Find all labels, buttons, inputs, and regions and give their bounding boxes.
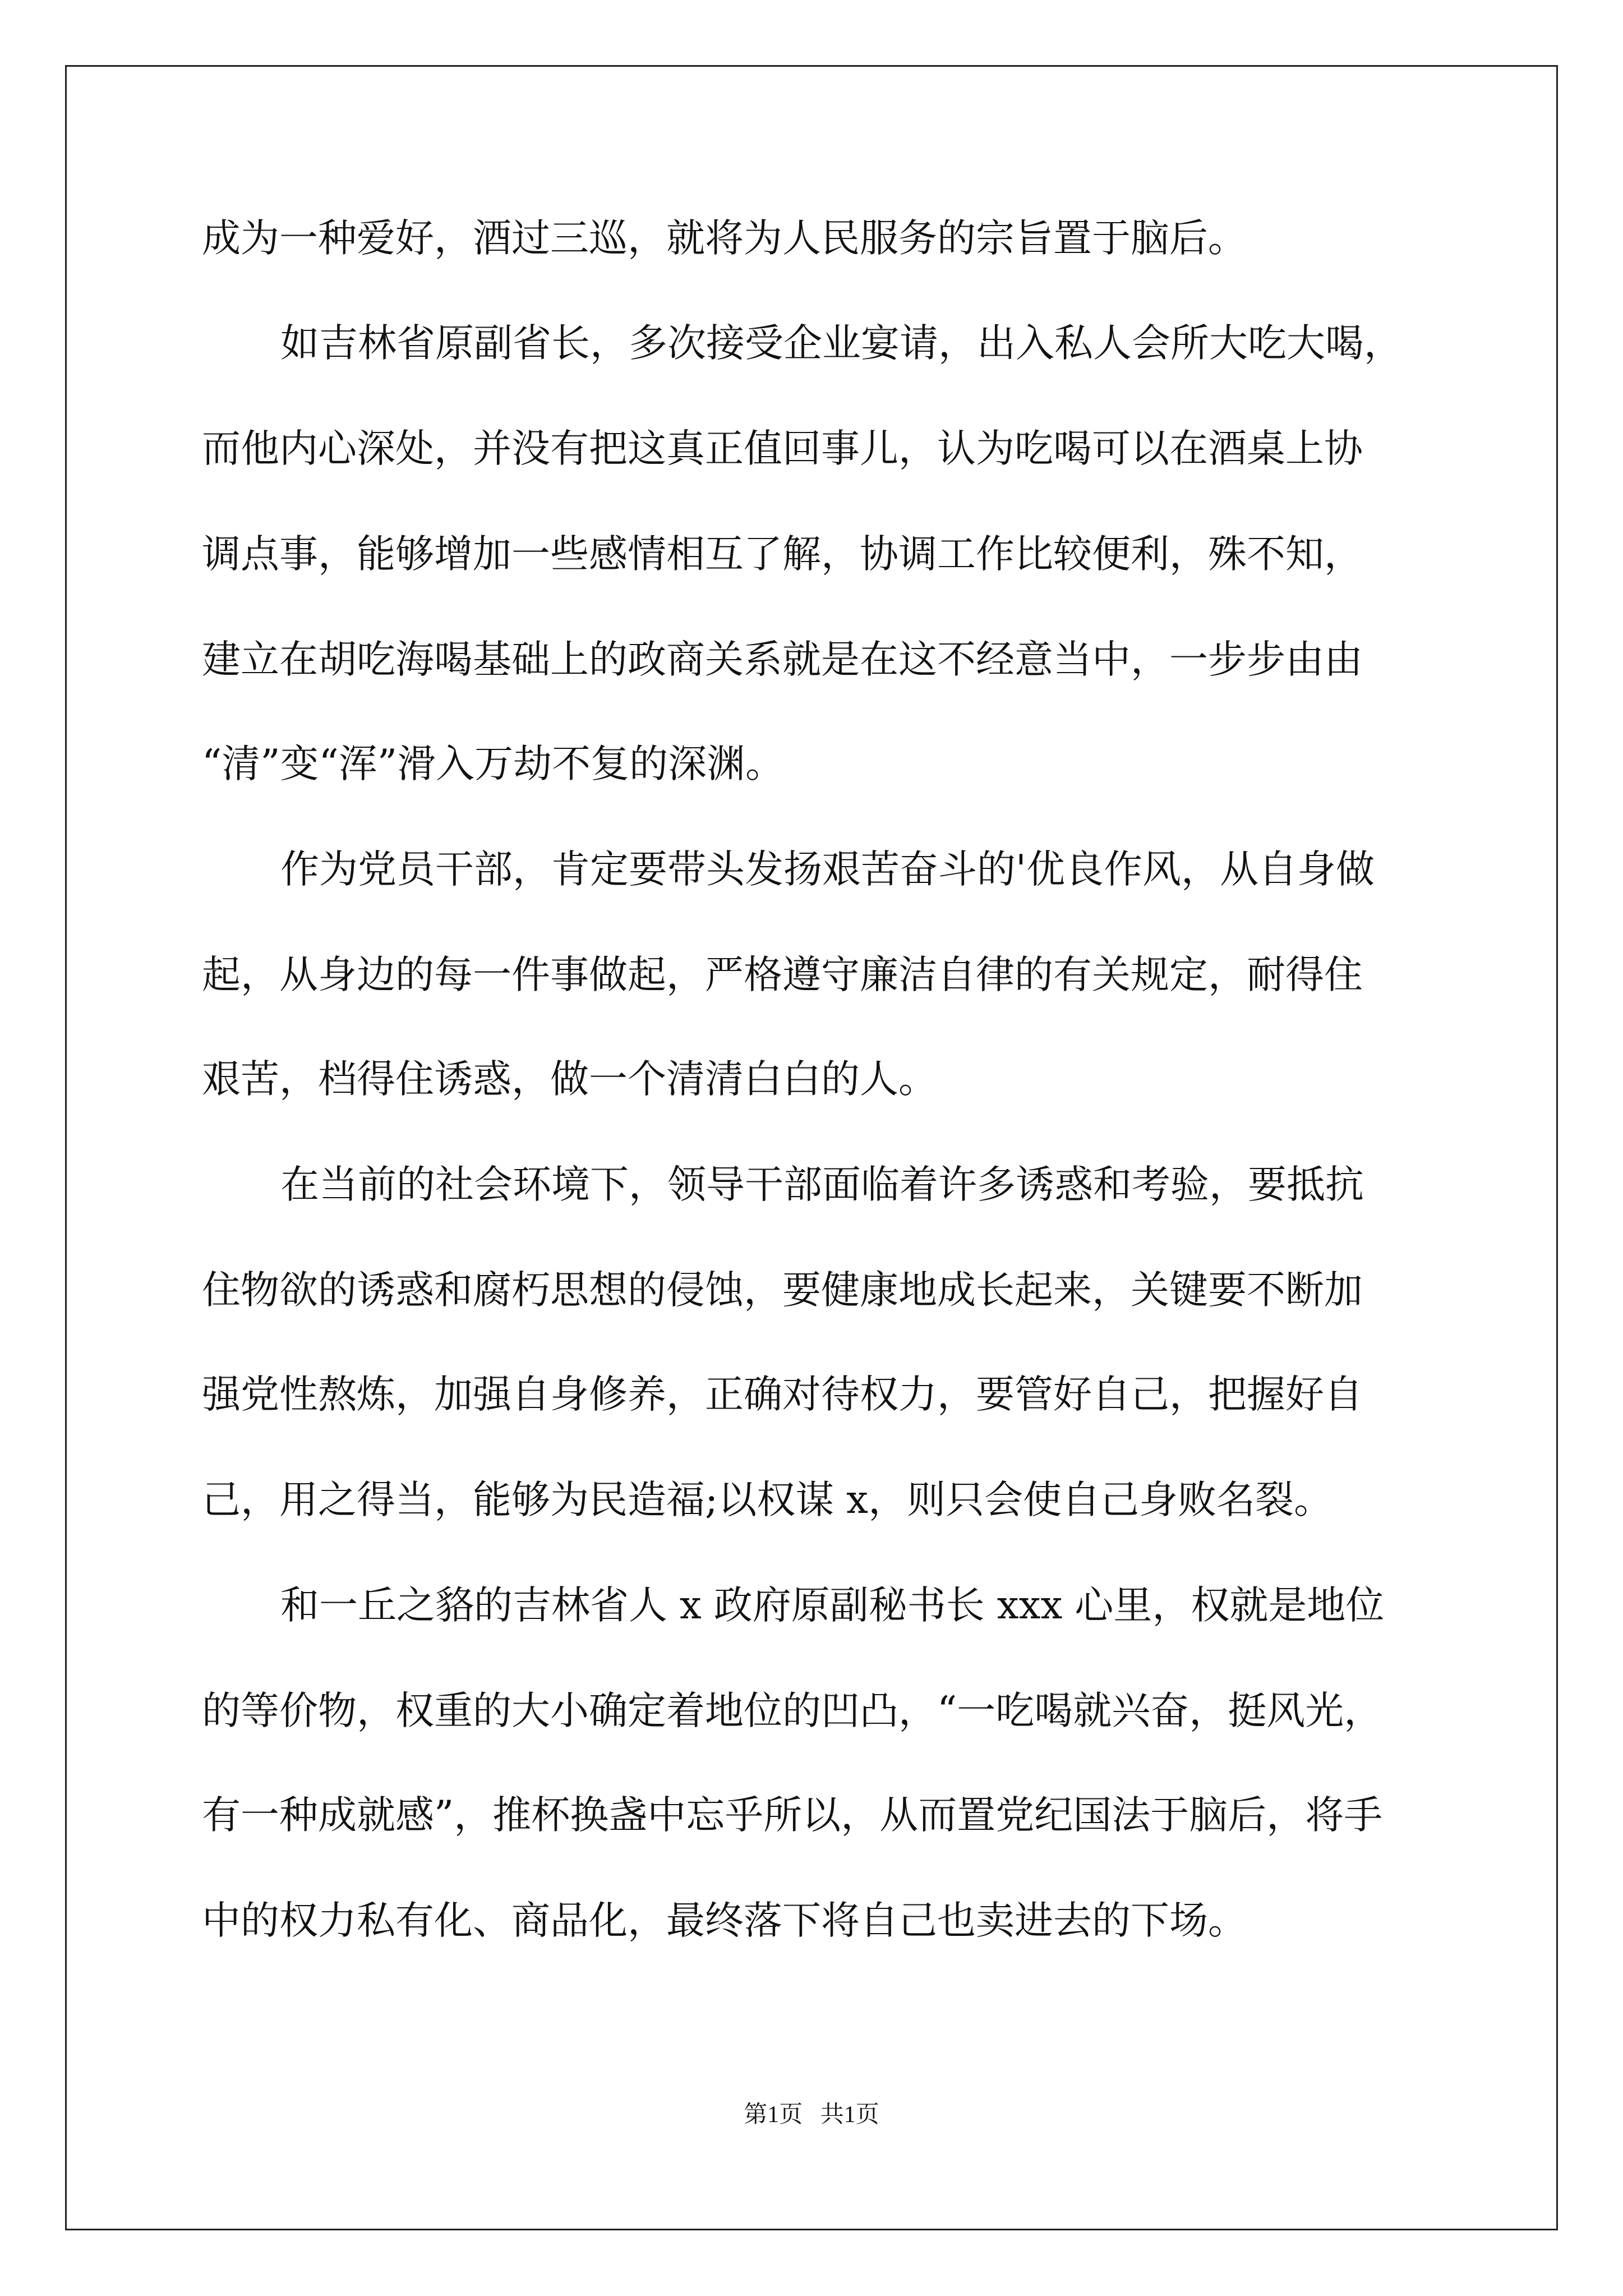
text-line: 作为党员干部，肯定要带头发扬艰苦奋斗的'优良作风，从自身做 — [280, 847, 1375, 892]
text-line: 中的权力私有化、商品化，最终落下将自己也卖进去的下场。 — [202, 1898, 1247, 1943]
text-line: 有一种成就感”，推杯换盏中忘乎所以，从而置党纪国法于脑后，将手 — [202, 1793, 1383, 1838]
text-line: 如吉林省原副省长，多次接受企业宴请，出入私人会所大吃大喝， — [280, 321, 1403, 366]
text-line: 和一丘之貉的吉林省人 x 政府原副秘书长 xxx 心里，权就是地位 — [280, 1583, 1385, 1628]
text-line: 建立在胡吃海喝基础上的政商关系就是在这不经意当中，一步步由由 — [202, 637, 1363, 682]
page-number-footer: 第1页 共1页 — [744, 2102, 879, 2128]
text-line: 己，用之得当，能够为民造福;以权谋 x，则只会使自己身败名裂。 — [202, 1478, 1333, 1522]
text-line: 的等价物，权重的大小确定着地位的凹凸，“一吃喝就兴奋，挺风光， — [202, 1688, 1383, 1733]
text-line: “清”变“浑”滑入万劫不复的深渊。 — [202, 742, 785, 786]
text-line: 成为一种爱好，酒过三巡，就将为人民服务的宗旨置于脑后。 — [202, 216, 1247, 261]
text-line: 而他内心深处，并没有把这真正值回事儿，认为吃喝可以在酒桌上协 — [202, 426, 1363, 471]
text-line: 起，从身边的每一件事做起，严格遵守廉洁自律的有关规定，耐得住 — [202, 953, 1363, 997]
text-line: 住物欲的诱惑和腐朽思想的侵蚀，要健康地成长起来，关键要不断加 — [202, 1268, 1363, 1313]
text-line: 艰苦，档得住诱惑，做一个清清白白的人。 — [202, 1057, 937, 1102]
text-line: 强党性熬炼，加强自身修养，正确对待权力，要管好自己，把握好自 — [202, 1372, 1363, 1417]
text-line: 在当前的社会环境下，领导干部面临着许多诱惑和考验，要抵抗 — [280, 1162, 1364, 1207]
text-line: 调点事，能够增加一些感情相互了解，协调工作比较便利，殊不知， — [202, 532, 1363, 577]
